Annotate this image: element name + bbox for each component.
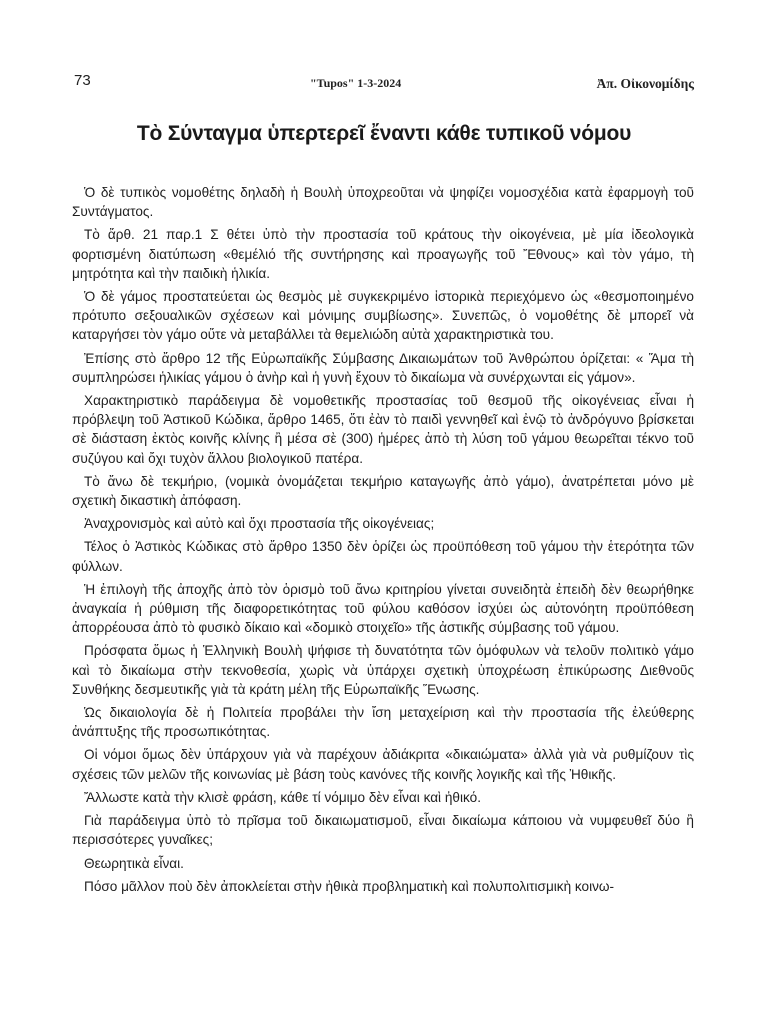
paragraph: Πόσο μᾶλλον ποὺ δὲν ἀποκλείεται στὴν ἠθικὰ προβληματικὴ καὶ πολυπολιτισμικὴ κοινω- — [84, 878, 615, 894]
paragraph: Ὡς δικαιολογία δὲ ἡ Πολιτεία προβάλει τὴν ἴση μεταχείριση καὶ τὴν προστασία τῆς ἐλεύθερης ἀνάπτυξης τῆς προσωπικότητας. — [72, 705, 694, 740]
paragraph: Ἡ ἐπιλογὴ τῆς ἀποχῆς ἀπὸ τὸν ὁρισμὸ τοῦ ἄνω κριτηρίου γίνεται συνειδητὰ ἐπειδὴ δὲν θεωρήθηκε ἀναγκαία ἡ ρύθμιση τῆς διαφορετικότητας τοῦ φύλου καθόσον ἰσχύει ὡς αὐτονόητη προϋπόθεση ἀπορρέουσα ἀπὸ τὸ φυσικὸ δίκαιο καὶ «δομικὸ στοιχεῖο» τῆς ἀστικῆς σύμβασης τοῦ γάμου. — [72, 581, 694, 636]
paragraph: Πρόσφατα ὅμως ἡ Ἑλληνικὴ Βουλὴ ψήφισε τὴ δυνατότητα τῶν ὁμόφυλων νὰ τελοῦν πολιτικὸ γάμο καὶ τὸ δικαίωμα στὴν τεκνοθεσία, χωρὶς νὰ ὑπάρχει σχετικὴ ὑποχρέωση ἐπικύρωσης Διεθνοῦς Συνθήκης δεσμευτικῆς γιὰ τὰ κράτη μέλη τῆς Εὐρωπαϊκῆς Ἕνωσης. — [72, 643, 694, 697]
page-header — [74, 72, 694, 96]
paragraph: Χαρακτηριστικὸ παράδειγμα δὲ νομοθετικῆς προστασίας τοῦ θεσμοῦ τῆς οἰκογένειας εἶναι ἡ πρόβλεψη τοῦ Ἀστικοῦ Κώδικα, ἄρθρο 1465, ὅτι ἐὰν τὸ παιδὶ γεννηθεῖ καὶ ἐνῷ τὸ ἀνδρόγυνο βρίσκεται σὲ διάσταση ἐκτὸς κοινῆς κλίνης ἢ μέσα σὲ (300) ἡμέρες ἀπὸ τὴ λύση τοῦ γάμου θεωρεῖται τέκνο τοῦ συζύγου καὶ ὄχι τυχὸν ἄλλου βιολογικοῦ πατέρα. — [72, 393, 694, 466]
paragraph: Οἱ νόμοι ὅμως δὲν ὑπάρχουν γιὰ νὰ παρέχουν ἀδιάκριτα «δικαιώματα» ἀλλὰ γιὰ νὰ ρυθμίζουν τὶς σχέσεις τῶν μελῶν τῆς κοινωνίας μὲ βάση τοὺς κανόνες τῆς κοινῆς λογικῆς καὶ τῆς Ἠθικῆς. — [72, 747, 694, 782]
paragraph: Θεωρητικὰ εἶναι. — [84, 855, 184, 871]
paragraph: Ἄλλωστε κατὰ τὴν κλισὲ φράση, κάθε τί νόμιμο δὲν εἶναι καὶ ἠθικό. — [84, 789, 481, 805]
paragraph: Γιὰ παράδειγμα ὑπὸ τὸ πρῖσμα τοῦ δικαιωματισμοῦ, εἶναι δικαίωμα κάποιου νὰ νυμφευθεῖ δύο ἢ περισσότερες γυναῖκες; — [72, 813, 694, 848]
article-title: Τὸ Σύνταγμα ὑπερτερεῖ ἔναντι κάθε τυπικοῦ νόμου — [136, 122, 632, 145]
paragraph: Τὸ ἄρθ. 21 παρ.1 Σ θέτει ὑπὸ τὴν προστασία τοῦ κράτους τὴν οἰκογένεια, μὲ μία ἰδεολογικὰ φορτισμένη διατύπωση «θεμέλιό τῆς συντήρησης καὶ προαγωγῆς τοῦ Ἔθνους» καὶ τὸν γάμο, τὴ μητρότητα καὶ τὴν παιδικὴ ἡλικία. — [72, 227, 694, 281]
article-body — [72, 183, 694, 900]
author-name: Ἀπ. Οἰκονομίδης — [596, 76, 694, 91]
paragraph: Ἀναχρονισμὸς καὶ αὐτὸ καὶ ὄχι προστασία τῆς οἰκογένειας; — [84, 516, 435, 532]
journal-reference: "Tupos" 1-3-2024 — [310, 76, 402, 90]
paragraph: Ὁ δὲ τυπικὸς νομοθέτης δηλαδὴ ἡ Βουλὴ ὑποχρεοῦται νὰ ψηφίζει νομοσχέδια κατὰ ἐφαρμογὴ τοῦ Συντάγματος. — [72, 185, 694, 220]
paragraph: Ἐπίσης στὸ ἄρθρο 12 τῆς Εὐρωπαϊκῆς Σύμβασης Δικαιωμάτων τοῦ Ἀνθρώπου ὁρίζεται: « Ἅμα τὴ συμπληρώσει ἡλικίας γάμου ὁ ἀνὴρ καὶ ἡ γυνὴ ἔχουν τὸ δικαίωμα νὰ συνέρχωνται εἰς γάμον». — [72, 350, 694, 385]
paragraph: Τέλος ὁ Ἀστικὸς Κώδικας στὸ ἄρθρο 1350 δὲν ὁρίζει ὡς προϋπόθεση τοῦ γάμου τὴν ἑτερότητα τῶν φύλλων. — [72, 539, 694, 574]
page-number: 73 — [74, 72, 91, 89]
paragraph: Τὸ ἄνω δὲ τεκμήριο, (νομικὰ ὀνομάζεται τεκμήριο καταγωγῆς ἀπὸ γάμο), ἀνατρέπεται μόνο μὲ σχετικὴ δικαστικὴ ἀπόφαση. — [72, 473, 694, 509]
paragraph: Ὁ δὲ γάμος προστατεύεται ὡς θεσμὸς μὲ συγκεκριμένο ἱστορικὰ περιεχόμενο ὡς «θεσμοποιημένο πρότυπο σεξουαλικῶν σχέσεων καὶ μόνιμης συμβίωσης». Συνεπῶς, ὁ νομοθέτης δὲ μπορεῖ νὰ καταργήσει τὸν γάμο οὔτε νὰ μεταβάλλει τὰ θεμελιώδη αὐτὰ χαρακτηριστικὰ του. — [72, 289, 694, 343]
